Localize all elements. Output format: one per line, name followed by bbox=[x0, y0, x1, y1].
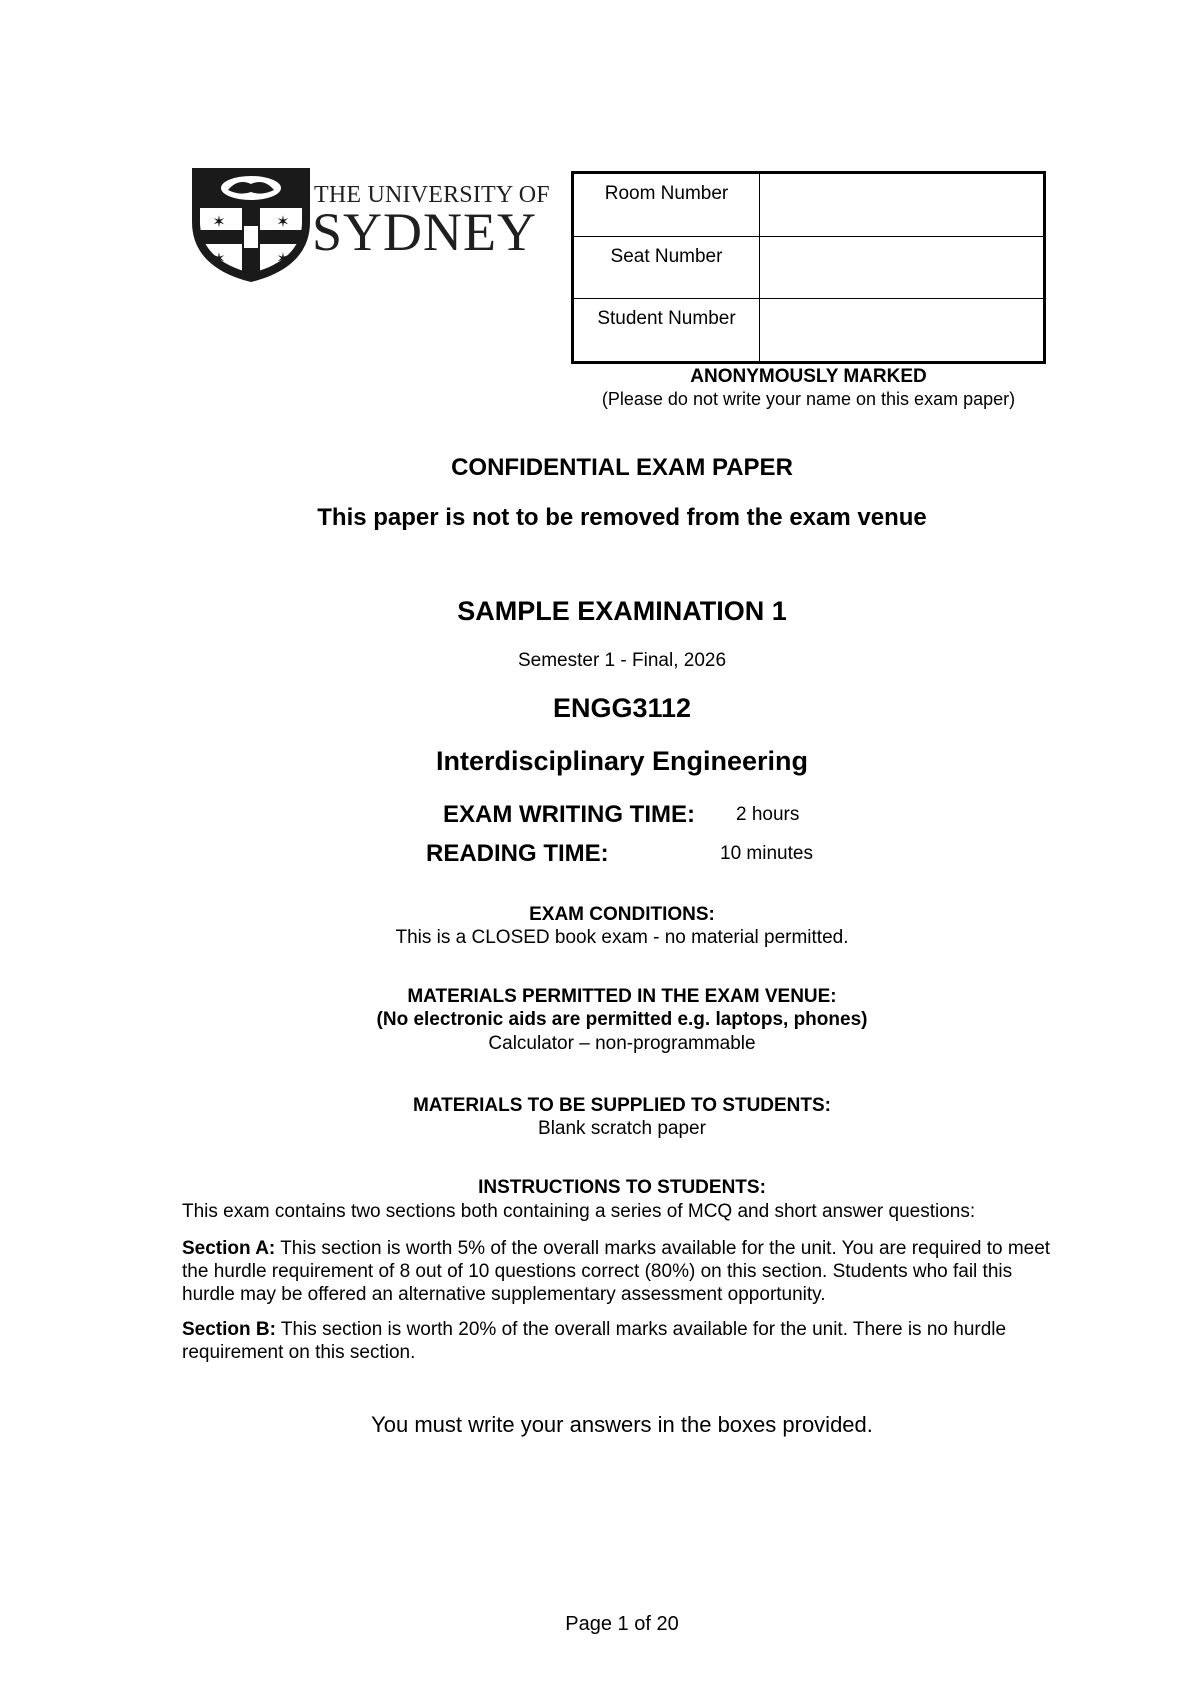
exam-conditions-title: EXAM CONDITIONS: bbox=[529, 904, 715, 925]
logo-wordmark-line-2: SYDNEY bbox=[312, 202, 538, 262]
room-number-field[interactable] bbox=[760, 174, 1044, 237]
table-row bbox=[574, 174, 1044, 237]
anonymously-marked-note: (Please do not write your name on this exam paper) bbox=[601, 389, 1016, 409]
section-a-paragraph bbox=[182, 1237, 1062, 1306]
confidential-title: CONFIDENTIAL EXAM PAPER bbox=[451, 454, 793, 481]
materials-permitted-subtitle: (No electronic aids are permitted e.g. laptops, phones) bbox=[376, 1009, 868, 1030]
svg-text:✶: ✶ bbox=[276, 251, 290, 268]
section-b-paragraph bbox=[182, 1318, 1062, 1364]
materials-permitted-title: MATERIALS PERMITTED IN THE EXAM VENUE: bbox=[407, 986, 837, 1007]
instructions-intro: This exam contains two sections both containing a series of MCQ and short answer questions: bbox=[182, 1201, 976, 1222]
identification-table bbox=[571, 171, 1046, 364]
room-number-label: Room Number bbox=[574, 174, 760, 237]
university-crest-icon bbox=[188, 164, 318, 284]
reading-time-value: 10 minutes bbox=[720, 843, 813, 864]
exam-conditions-text: This is a CLOSED book exam - no material permitted. bbox=[395, 927, 849, 948]
table-row bbox=[574, 299, 1044, 362]
writing-time-label: EXAM WRITING TIME: bbox=[443, 801, 695, 828]
materials-permitted-item: Calculator – non-programmable bbox=[488, 1033, 756, 1054]
instructions-title: INSTRUCTIONS TO STUDENTS: bbox=[478, 1177, 766, 1198]
materials-supplied-title: MATERIALS TO BE SUPPLIED TO STUDENTS: bbox=[412, 1095, 832, 1116]
confidential-subtitle: This paper is not to be removed from the exam venue bbox=[317, 504, 927, 531]
section-a-label: Section A: bbox=[182, 1238, 276, 1259]
svg-text:✶: ✶ bbox=[212, 214, 226, 231]
course-name: Interdisciplinary Engineering bbox=[435, 746, 809, 776]
course-code: ENGG3112 bbox=[552, 693, 692, 723]
section-a-text: This section is worth 5% of the overall marks available for the unit. You are required to meet the hurdle requirement of 8 out of 10 questions correct (80%) on this section. Students who fail this hurdle may be offered an alternative supplementary assessment opportunity. bbox=[182, 1238, 1051, 1305]
anonymously-marked-title: ANONYMOUSLY MARKED bbox=[690, 366, 927, 387]
svg-text:✶: ✶ bbox=[276, 214, 290, 231]
student-number-field[interactable] bbox=[760, 299, 1044, 362]
semester-text: Semester 1 - Final, 2026 bbox=[517, 650, 727, 671]
svg-text:✶: ✶ bbox=[212, 251, 226, 268]
table-row bbox=[574, 236, 1044, 299]
logo-wordmark-line-1: THE UNIVERSITY OF bbox=[314, 182, 550, 208]
writing-time-value: 2 hours bbox=[736, 804, 800, 825]
reading-time-label: READING TIME: bbox=[426, 840, 609, 867]
seat-number-field[interactable] bbox=[760, 236, 1044, 299]
section-b-label: Section B: bbox=[182, 1319, 276, 1340]
exam-title: SAMPLE EXAMINATION 1 bbox=[457, 596, 787, 626]
student-number-label: Student Number bbox=[574, 299, 760, 362]
page-number: Page 1 of 20 bbox=[565, 1613, 679, 1635]
section-b-text: This section is worth 20% of the overall marks available for the unit. There is no hurdle requirement on this section. bbox=[182, 1319, 1007, 1363]
seat-number-label: Seat Number bbox=[574, 236, 760, 299]
answers-note: You must write your answers in the boxes provided. bbox=[371, 1412, 873, 1437]
materials-supplied-item: Blank scratch paper bbox=[538, 1118, 706, 1139]
